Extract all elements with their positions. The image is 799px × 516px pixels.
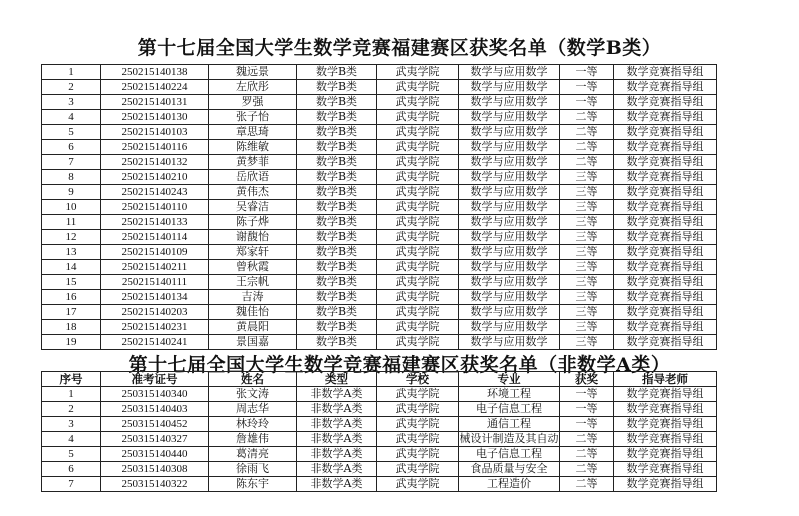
cell-award: 三等	[560, 320, 614, 335]
cell-category: 非数学A类	[297, 417, 377, 432]
cell-major: 数学与应用数学	[459, 230, 560, 245]
cell-category: 非数学A类	[297, 462, 377, 477]
cell-award: 二等	[560, 462, 614, 477]
cell-advisor: 数学竞赛指导组	[614, 402, 717, 417]
cell-exam-id: 250215140210	[101, 170, 209, 185]
cell-category: 数学B类	[297, 245, 377, 260]
cell-exam-id: 250215140116	[101, 140, 209, 155]
table-row	[42, 155, 717, 170]
cell-index: 4	[42, 432, 101, 447]
cell-advisor: 数学竞赛指导组	[614, 80, 717, 95]
cell-major: 数学与应用数学	[459, 95, 560, 110]
cell-award: 二等	[560, 432, 614, 447]
cell-exam-id: 250315140340	[101, 387, 209, 402]
cell-index: 8	[42, 170, 101, 185]
cell-award: 二等	[560, 125, 614, 140]
cell-advisor: 数学竞赛指导组	[614, 170, 717, 185]
cell-index: 6	[42, 462, 101, 477]
cell-major: 数学与应用数学	[459, 215, 560, 230]
cell-major: 数学与应用数学	[459, 170, 560, 185]
cell-school: 武夷学院	[377, 320, 459, 335]
table-row	[42, 387, 717, 402]
cell-index: 12	[42, 230, 101, 245]
cell-exam-id: 250215140109	[101, 245, 209, 260]
cell-exam-id: 250315140327	[101, 432, 209, 447]
cell-advisor: 数学竞赛指导组	[614, 432, 717, 447]
cell-major: 食品质量与安全	[459, 462, 560, 477]
cell-school: 武夷学院	[377, 447, 459, 462]
cell-index: 2	[42, 80, 101, 95]
cell-category: 数学B类	[297, 65, 377, 80]
cell-name: 罗强	[209, 95, 297, 110]
cell-index: 3	[42, 95, 101, 110]
cell-name: 周志华	[209, 402, 297, 417]
table-row	[42, 462, 717, 477]
table-row	[42, 402, 717, 417]
cell-name: 黄晨阳	[209, 320, 297, 335]
table-row	[42, 245, 717, 260]
cell-school: 武夷学院	[377, 432, 459, 447]
cell-major: 数学与应用数学	[459, 260, 560, 275]
cell-name: 张子怡	[209, 110, 297, 125]
cell-major: 数学与应用数学	[459, 290, 560, 305]
cell-category: 数学B类	[297, 320, 377, 335]
cell-name: 吴睿洁	[209, 200, 297, 215]
cell-advisor: 数学竞赛指导组	[614, 305, 717, 320]
cell-category: 非数学A类	[297, 432, 377, 447]
cell-major: 数学与应用数学	[459, 110, 560, 125]
cell-award: 三等	[560, 275, 614, 290]
cell-exam-id: 250215140133	[101, 215, 209, 230]
cell-award: 一等	[560, 417, 614, 432]
column-header: 学校	[377, 372, 459, 387]
cell-school: 武夷学院	[377, 170, 459, 185]
cell-major: 数学与应用数学	[459, 245, 560, 260]
cell-name: 葛清亮	[209, 447, 297, 462]
table-row	[42, 170, 717, 185]
cell-advisor: 数学竞赛指导组	[614, 185, 717, 200]
table-row	[42, 290, 717, 305]
cell-school: 武夷学院	[377, 125, 459, 140]
table-row	[42, 110, 717, 125]
cell-name: 魏佳怡	[209, 305, 297, 320]
cell-major: 数学与应用数学	[459, 320, 560, 335]
cell-school: 武夷学院	[377, 185, 459, 200]
cell-name: 曾秋霞	[209, 260, 297, 275]
table-row	[42, 260, 717, 275]
cell-category: 非数学A类	[297, 387, 377, 402]
cell-exam-id: 250215140203	[101, 305, 209, 320]
cell-name: 黄伟杰	[209, 185, 297, 200]
cell-exam-id: 250215140110	[101, 200, 209, 215]
cell-advisor: 数学竞赛指导组	[614, 155, 717, 170]
cell-award: 三等	[560, 245, 614, 260]
cell-award: 三等	[560, 260, 614, 275]
cell-exam-id: 250215140138	[101, 65, 209, 80]
cell-major: 数学与应用数学	[459, 140, 560, 155]
cell-index: 1	[42, 65, 101, 80]
cell-advisor: 数学竞赛指导组	[614, 275, 717, 290]
table-row	[42, 65, 717, 80]
cell-school: 武夷学院	[377, 200, 459, 215]
cell-school: 武夷学院	[377, 462, 459, 477]
page-title-non-math-a: 第十七届全国大学生数学竞赛福建赛区获奖名单（非数学A类）	[128, 354, 671, 376]
cell-award: 二等	[560, 447, 614, 462]
cell-advisor: 数学竞赛指导组	[614, 387, 717, 402]
cell-index: 9	[42, 185, 101, 200]
cell-category: 数学B类	[297, 170, 377, 185]
cell-index: 17	[42, 305, 101, 320]
cell-award: 二等	[560, 477, 614, 492]
cell-name: 詹雄伟	[209, 432, 297, 447]
cell-category: 数学B类	[297, 125, 377, 140]
cell-advisor: 数学竞赛指导组	[614, 335, 717, 350]
column-header: 准考证号	[101, 372, 209, 387]
cell-award: 三等	[560, 290, 614, 305]
cell-advisor: 数学竞赛指导组	[614, 230, 717, 245]
cell-school: 武夷学院	[377, 140, 459, 155]
cell-name: 岳欣语	[209, 170, 297, 185]
table-row	[42, 477, 717, 492]
cell-name: 林玲玲	[209, 417, 297, 432]
cell-name: 王宗帆	[209, 275, 297, 290]
cell-advisor: 数学竞赛指导组	[614, 95, 717, 110]
cell-category: 数学B类	[297, 215, 377, 230]
page-title-math-b: 第十七届全国大学生数学竞赛福建赛区获奖名单（数学B类）	[137, 37, 662, 59]
cell-major: 通信工程	[459, 417, 560, 432]
table-row	[42, 275, 717, 290]
column-header: 获奖	[560, 372, 614, 387]
cell-school: 武夷学院	[377, 95, 459, 110]
cell-exam-id: 250315140452	[101, 417, 209, 432]
cell-index: 13	[42, 245, 101, 260]
cell-name: 张文涛	[209, 387, 297, 402]
cell-school: 武夷学院	[377, 335, 459, 350]
table-row	[42, 185, 717, 200]
table-row	[42, 417, 717, 432]
cell-category: 数学B类	[297, 305, 377, 320]
cell-school: 武夷学院	[377, 155, 459, 170]
cell-school: 武夷学院	[377, 245, 459, 260]
cell-index: 2	[42, 402, 101, 417]
cell-major: 数学与应用数学	[459, 275, 560, 290]
award-table-non-math-a	[41, 371, 717, 492]
table-row	[42, 125, 717, 140]
cell-index: 14	[42, 260, 101, 275]
cell-name: 陈子烨	[209, 215, 297, 230]
cell-index: 4	[42, 110, 101, 125]
cell-name: 景国嘉	[209, 335, 297, 350]
cell-award: 一等	[560, 65, 614, 80]
cell-major: 数学与应用数学	[459, 125, 560, 140]
cell-exam-id: 250215140224	[101, 80, 209, 95]
cell-advisor: 数学竞赛指导组	[614, 200, 717, 215]
cell-school: 武夷学院	[377, 305, 459, 320]
column-header: 专业	[459, 372, 560, 387]
cell-exam-id: 250215140243	[101, 185, 209, 200]
column-header: 序号	[42, 372, 101, 387]
cell-category: 数学B类	[297, 155, 377, 170]
cell-school: 武夷学院	[377, 215, 459, 230]
cell-school: 武夷学院	[377, 80, 459, 95]
cell-award: 三等	[560, 200, 614, 215]
cell-school: 武夷学院	[377, 290, 459, 305]
cell-category: 数学B类	[297, 185, 377, 200]
column-header: 姓名	[209, 372, 297, 387]
table-row	[42, 335, 717, 350]
cell-exam-id: 250215140132	[101, 155, 209, 170]
cell-school: 武夷学院	[377, 402, 459, 417]
cell-exam-id: 250315140308	[101, 462, 209, 477]
column-header: 类型	[297, 372, 377, 387]
cell-name: 郑家轩	[209, 245, 297, 260]
cell-category: 数学B类	[297, 275, 377, 290]
cell-major: 械设计制造及其自动	[459, 432, 559, 445]
cell-category: 数学B类	[297, 110, 377, 125]
cell-award: 一等	[560, 80, 614, 95]
cell-category: 数学B类	[297, 200, 377, 215]
column-header: 指导老师	[614, 372, 717, 387]
cell-index: 6	[42, 140, 101, 155]
cell-advisor: 数学竞赛指导组	[614, 125, 717, 140]
cell-name: 徐雨飞	[209, 462, 297, 477]
cell-index: 7	[42, 477, 101, 492]
cell-major: 数学与应用数学	[459, 65, 560, 80]
cell-name: 魏远景	[209, 65, 297, 80]
cell-name: 黄梦菲	[209, 155, 297, 170]
cell-category: 非数学A类	[297, 402, 377, 417]
cell-school: 武夷学院	[377, 275, 459, 290]
cell-category: 数学B类	[297, 80, 377, 95]
cell-advisor: 数学竞赛指导组	[614, 477, 717, 492]
cell-major: 数学与应用数学	[459, 305, 560, 320]
cell-category: 非数学A类	[297, 477, 377, 492]
cell-school: 武夷学院	[377, 65, 459, 80]
cell-category: 数学B类	[297, 140, 377, 155]
cell-exam-id: 250215140130	[101, 110, 209, 125]
cell-advisor: 数学竞赛指导组	[614, 447, 717, 462]
cell-index: 15	[42, 275, 101, 290]
cell-category: 数学B类	[297, 290, 377, 305]
cell-major: 数学与应用数学	[459, 335, 560, 350]
award-table-math-b	[41, 64, 717, 350]
cell-index: 16	[42, 290, 101, 305]
cell-index: 1	[42, 387, 101, 402]
cell-exam-id: 250315140440	[101, 447, 209, 462]
cell-major: 数学与应用数学	[459, 200, 560, 215]
table-row	[42, 95, 717, 110]
cell-index: 3	[42, 417, 101, 432]
cell-award: 二等	[560, 110, 614, 125]
cell-category: 数学B类	[297, 230, 377, 245]
table-row	[42, 320, 717, 335]
cell-advisor: 数学竞赛指导组	[614, 320, 717, 335]
cell-name: 谢馥怡	[209, 230, 297, 245]
cell-exam-id: 250215140114	[101, 230, 209, 245]
table-row	[42, 215, 717, 230]
cell-index: 5	[42, 447, 101, 462]
cell-school: 武夷学院	[377, 230, 459, 245]
cell-exam-id: 250215140111	[101, 275, 209, 290]
cell-category: 非数学A类	[297, 447, 377, 462]
cell-major: 电子信息工程	[459, 402, 560, 417]
cell-index: 19	[42, 335, 101, 350]
table-row	[42, 200, 717, 215]
cell-school: 武夷学院	[377, 477, 459, 492]
cell-award: 三等	[560, 230, 614, 245]
cell-exam-id: 250215140103	[101, 125, 209, 140]
cell-school: 武夷学院	[377, 260, 459, 275]
cell-award: 三等	[560, 305, 614, 320]
cell-advisor: 数学竞赛指导组	[614, 462, 717, 477]
cell-award: 三等	[560, 335, 614, 350]
table-row	[42, 432, 717, 447]
cell-exam-id: 250215140211	[101, 260, 209, 275]
cell-award: 二等	[560, 140, 614, 155]
cell-exam-id: 250215140231	[101, 320, 209, 335]
cell-name: 左欣彤	[209, 80, 297, 95]
cell-category: 数学B类	[297, 335, 377, 350]
cell-award: 三等	[560, 170, 614, 185]
cell-name: 章思琦	[209, 125, 297, 140]
cell-category: 数学B类	[297, 260, 377, 275]
cell-school: 武夷学院	[377, 110, 459, 125]
cell-index: 7	[42, 155, 101, 170]
cell-award: 一等	[560, 95, 614, 110]
cell-advisor: 数学竞赛指导组	[614, 215, 717, 230]
table-row	[42, 140, 717, 155]
cell-major: 数学与应用数学	[459, 185, 560, 200]
cell-exam-id: 250315140322	[101, 477, 209, 492]
cell-index: 11	[42, 215, 101, 230]
cell-category: 数学B类	[297, 95, 377, 110]
cell-exam-id: 250215140134	[101, 290, 209, 305]
cell-award: 三等	[560, 185, 614, 200]
cell-award: 二等	[560, 155, 614, 170]
cell-exam-id: 250215140131	[101, 95, 209, 110]
cell-major: 数学与应用数学	[459, 155, 560, 170]
table-header-row	[42, 372, 717, 387]
cell-index: 18	[42, 320, 101, 335]
cell-exam-id: 250215140241	[101, 335, 209, 350]
cell-exam-id: 250315140403	[101, 402, 209, 417]
cell-name: 吉涛	[209, 290, 297, 305]
cell-school: 武夷学院	[377, 417, 459, 432]
cell-school: 武夷学院	[377, 387, 459, 402]
cell-major: 环境工程	[459, 387, 560, 402]
cell-advisor: 数学竞赛指导组	[614, 260, 717, 275]
cell-name: 陈东宇	[209, 477, 297, 492]
cell-name: 陈维敏	[209, 140, 297, 155]
cell-advisor: 数学竞赛指导组	[614, 245, 717, 260]
table-row	[42, 447, 717, 462]
cell-award: 一等	[560, 402, 614, 417]
cell-advisor: 数学竞赛指导组	[614, 290, 717, 305]
cell-award: 一等	[560, 387, 614, 402]
table-row	[42, 230, 717, 245]
cell-major: 电子信息工程	[459, 447, 560, 462]
table-row	[42, 80, 717, 95]
cell-advisor: 数学竞赛指导组	[614, 417, 717, 432]
cell-major: 数学与应用数学	[459, 80, 560, 95]
table-row	[42, 305, 717, 320]
cell-award: 三等	[560, 215, 614, 230]
cell-advisor: 数学竞赛指导组	[614, 110, 717, 125]
cell-index: 5	[42, 125, 101, 140]
cell-advisor: 数学竞赛指导组	[614, 65, 717, 80]
cell-advisor: 数学竞赛指导组	[614, 140, 717, 155]
cell-index: 10	[42, 200, 101, 215]
cell-major: 工程造价	[459, 477, 560, 492]
